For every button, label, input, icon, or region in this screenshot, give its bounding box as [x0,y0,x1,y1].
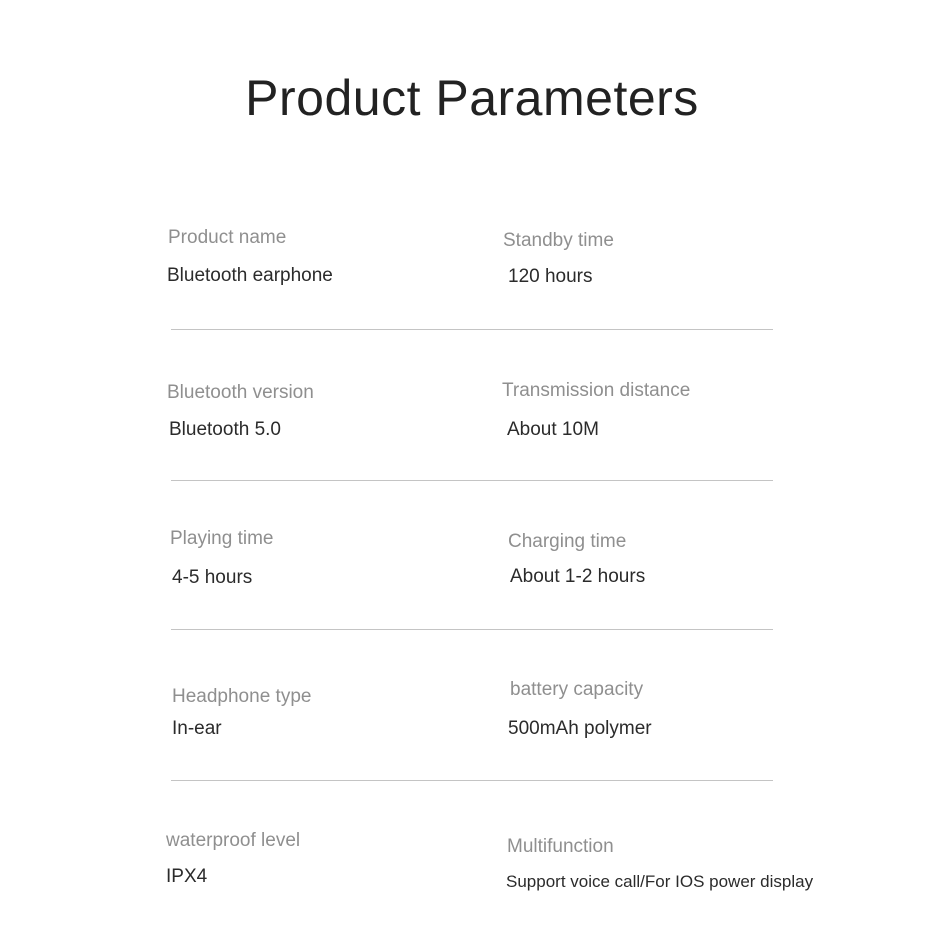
param-label-charging-time: Charging time [508,531,627,552]
row-divider [171,780,773,781]
param-label-standby-time: Standby time [503,230,614,251]
row-divider [171,629,773,630]
param-label-multifunction: Multifunction [507,836,614,857]
param-value-bluetooth-version: Bluetooth 5.0 [169,419,281,440]
param-value-battery-capacity: 500mAh polymer [508,718,652,739]
param-label-product-name: Product name [168,227,287,248]
param-label-playing-time: Playing time [170,528,274,549]
row-divider [171,329,773,330]
param-value-waterproof-level: IPX4 [166,866,208,887]
row-divider [171,480,773,481]
param-value-multifunction: Support voice call/For IOS power display [506,872,814,891]
param-label-waterproof-level: waterproof level [166,830,301,851]
param-value-charging-time: About 1-2 hours [510,566,646,587]
param-label-battery-capacity: battery capacity [510,679,644,700]
param-value-product-name: Bluetooth earphone [167,265,333,286]
param-value-headphone-type: In-ear [172,718,222,739]
param-label-transmission-distance: Transmission distance [502,380,691,401]
param-label-headphone-type: Headphone type [172,686,312,707]
param-value-playing-time: 4-5 hours [172,567,253,588]
param-value-transmission-distance: About 10M [507,419,599,440]
param-label-bluetooth-version: Bluetooth version [167,382,314,403]
param-value-standby-time: 120 hours [508,266,593,287]
page-title: Product Parameters [245,70,699,126]
